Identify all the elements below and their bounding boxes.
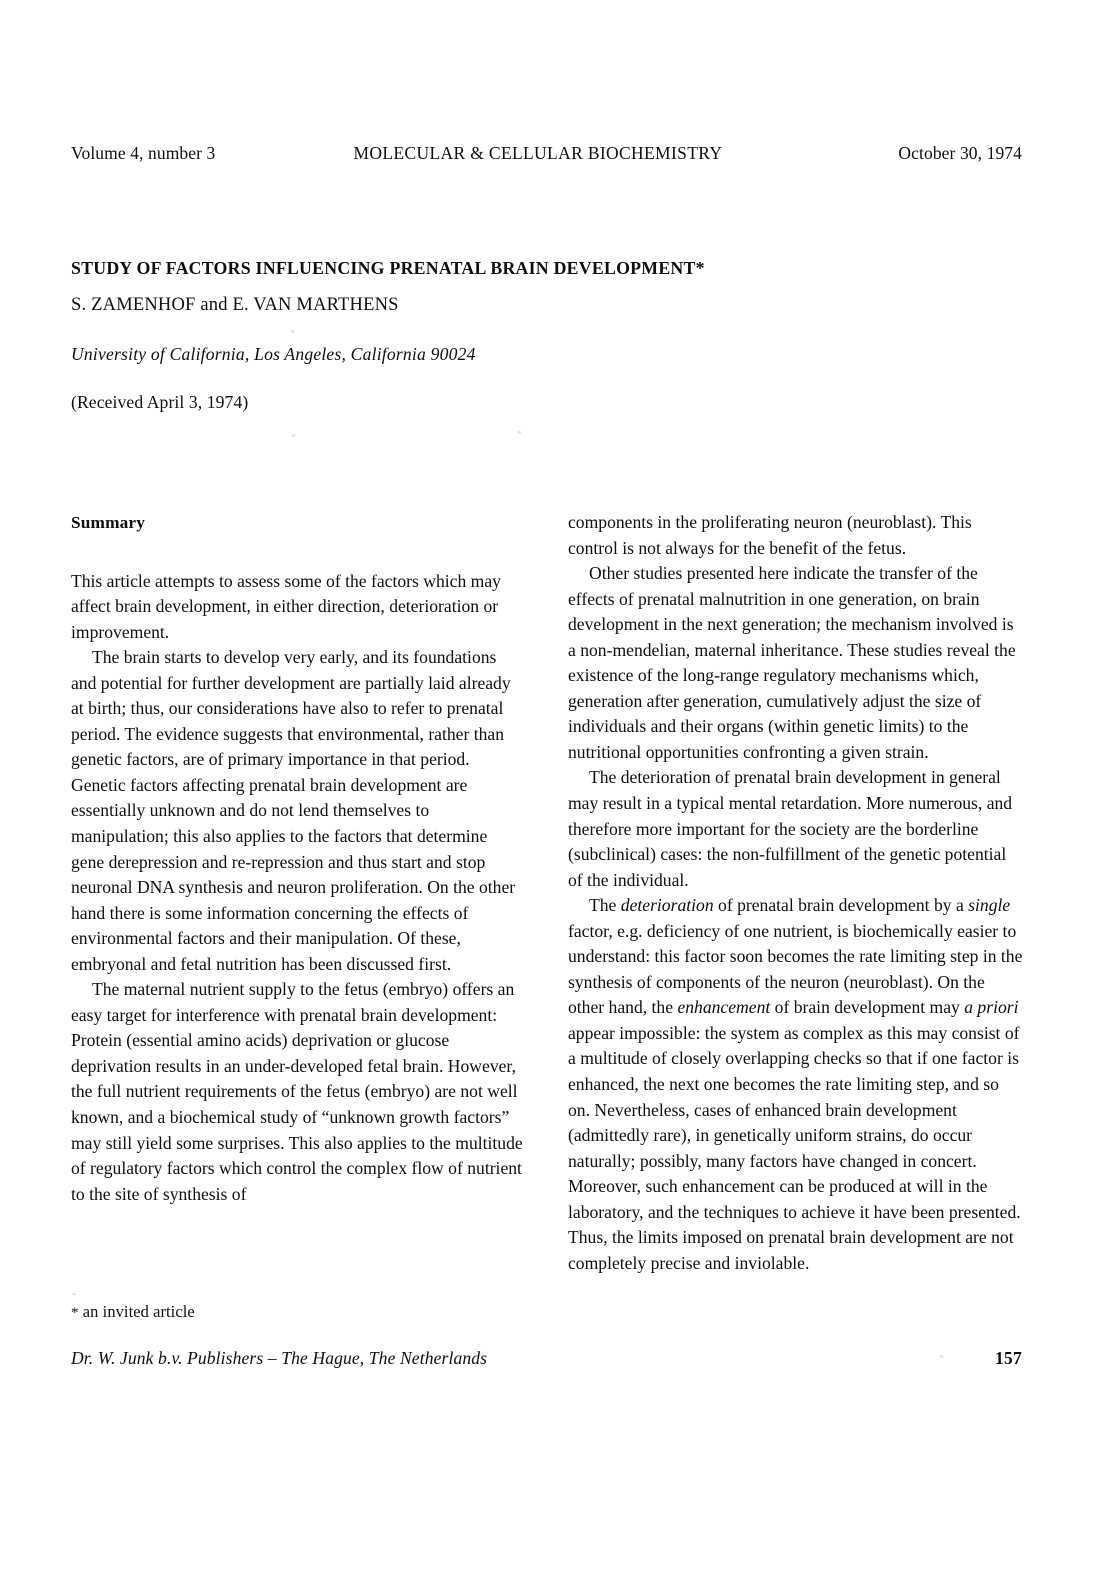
body-column-right [568,510,1023,1276]
issue-date: October 30, 1974 [898,143,1022,163]
page-footer [71,1348,1022,1369]
paragraph: Other studies presented here indicate the transfer of the effects of prenatal malnutrition in one generation, on brain development in the next generation; the mechanism involved is a non-mendelian, maternal inheritance. These studies reveal the existence of the long-range regulatory mechanisms which, generation after generation, cumulatively adjust the size of individuals and their organs (within genetic limits) to the nutritional opportunities confronting a given strain. [568,563,1016,762]
received-date: (Received April 3, 1974) [71,392,249,412]
page-title: STUDY OF FACTORS INFLUENCING PRENATAL BRAIN DEVELOPMENT* [71,257,705,278]
paragraph: The brain starts to develop very early, and its foundations and potential for further development are partially laid already at birth; thus, our considerations have also to refer to prenatal period. The evidence suggests that environmental, rather than genetic factors, are of primary importance in that period. Genetic factors affecting prenatal brain development are essentially unknown and do not lend themselves to manipulation; this also applies to the factors that determine gene derepression and re-repression and thus start and stop neuronal DNA synthesis and neuron proliferation. On the other hand there is some information concerning the effects of environmental factors and their manipulation. Of these, embryonal and fetal nutrition has been discussed first. [71,647,516,974]
paragraph: This article attempts to assess some of the factors which may affect brain development, in either direction, deterioration or improvement. [71,570,501,642]
scan-speck [518,431,521,434]
author-list: S. ZAMENHOF and E. VAN MARTHENS [71,295,399,315]
text-run: The [589,895,621,916]
emphasis-a-priori: a priori [964,997,1019,1018]
text-run: of prenatal brain development by a [713,895,969,916]
text-run: of brain development may [770,997,965,1018]
paragraph-with-emphasis [568,893,1023,1276]
affiliation: University of California, Los Angeles, California 90024 [71,344,476,364]
emphasis-deterioration: deterioration [620,895,714,916]
emphasis-single: single [968,895,1011,916]
summary-heading: Summary [71,513,146,532]
scan-speck [72,1293,76,1295]
footnote-marker: * [71,1305,79,1321]
paragraph: components in the proliferating neuron (neuroblast). This control is not always for the benefit of the fetus. [568,512,972,558]
body-column-left [71,510,523,1207]
emphasis-enhancement: enhancement [677,997,771,1018]
footnote-text: an invited article [78,1302,195,1321]
paragraph: The maternal nutrient supply to the fetus (embryo) offers an easy target for interference with prenatal brain development: Protein (essential amino acids) deprivation or glucose deprivation results in an under-developed fetal brain. However, the full nutrient requirements of the fetus (embryo) are not well known, and a biochemical study of “unknown growth factors” may still yield some surprises. This also applies to the multitude of regulatory factors which control the complex flow of nutrient to the site of synthesis of [71,979,523,1204]
text-run: appear impossible: the system as complex as this may consist of a multitude of closely overlapping checks so that if one factor is enhanced, the next one becomes the rate limiting step, and so on. Nevertheless, cases of enhanced brain development (admittedly rare), in genetically uniform strains, do occur naturally; possibly, many factors have changed in concert. Moreover, such enhancement can be produced at will in the laboratory, and the techniques to achieve it have been presented. Thus, the limits imposed on prenatal brain development are not completely precise and inviolable. [568,1022,1021,1273]
paragraph: The deterioration of prenatal brain development in general may result in a typical mental retardation. More numerous, and therefore more important for the society are the borderline (subclinical) cases: the non-fulfillment of the genetic potential of the individual. [568,767,1013,890]
scan-speck [292,434,295,437]
publisher-imprint: Dr. W. Junk b.v. Publishers – The Hague, The Netherlands [71,1348,488,1368]
scan-speck [940,1355,943,1358]
text-run: factor, e.g. deficiency of one nutrient, is biochemically easier to understand: this factor soon becomes the rate limiting step in the synthesis of components of the neuron (neuroblast). On the other hand, the [568,920,1023,1018]
journal-title: MOLECULAR & CELLULAR BIOCHEMISTRY [353,143,723,163]
page-number: 157 [995,1348,1022,1368]
volume-issue: Volume 4, number 3 [71,143,216,163]
footnote [71,1302,523,1322]
scan-speck [291,330,294,333]
running-head [71,143,1022,164]
